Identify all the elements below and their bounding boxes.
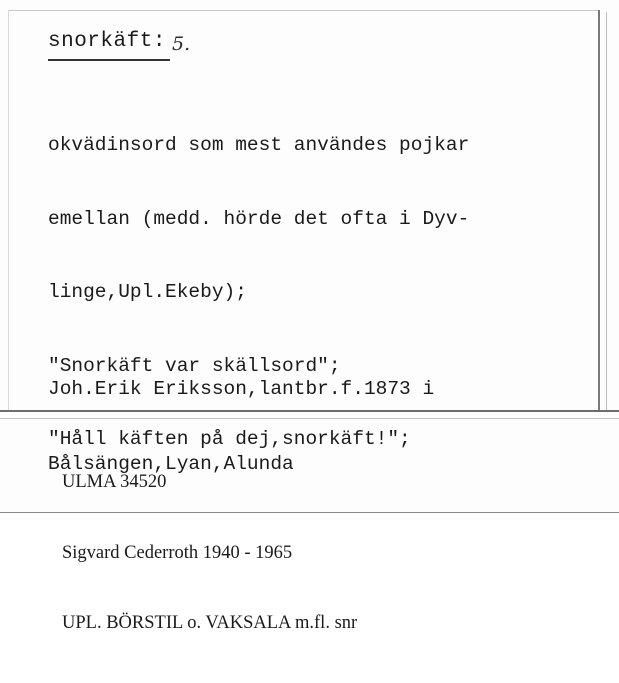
footer-bottom-edge	[0, 512, 619, 513]
headword: snorkäft:	[48, 30, 166, 53]
definition-line: "Snorkäft var skällsord";	[48, 354, 341, 377]
card-bottom-edge	[0, 410, 619, 412]
location-line: UPL. BÖRSTIL o. VAKSALA m.fl. snr	[62, 613, 358, 633]
definition-line: linge,Upl.Ekeby);	[48, 281, 247, 303]
archive-footer	[62, 424, 357, 683]
card-right-edge-shadow	[606, 12, 607, 412]
card-right-edge	[598, 10, 600, 410]
archive-id: ULMA 34520	[62, 472, 167, 492]
headword-underline	[48, 59, 170, 61]
collector-line: Sigvard Cederroth 1940 - 1965	[62, 542, 293, 563]
definition-line: emellan (medd. hörde det ofta i Dyv-	[48, 207, 470, 230]
card-bottom-edge-shadow	[0, 418, 619, 419]
card-top-edge	[8, 10, 600, 11]
definition-line: "Håll käften på dej,snorkäft!";	[48, 428, 411, 450]
card-left-edge	[8, 10, 9, 410]
informant-line: Bålsängen,Lyan,Alunda	[48, 453, 294, 475]
definition-line: okvädinsord som mest användes pojkar	[48, 134, 470, 156]
informant-line: Joh.Erik Eriksson,lantbr.f.1873 i	[48, 378, 435, 400]
headword-handwritten-number: 5.	[172, 33, 191, 55]
